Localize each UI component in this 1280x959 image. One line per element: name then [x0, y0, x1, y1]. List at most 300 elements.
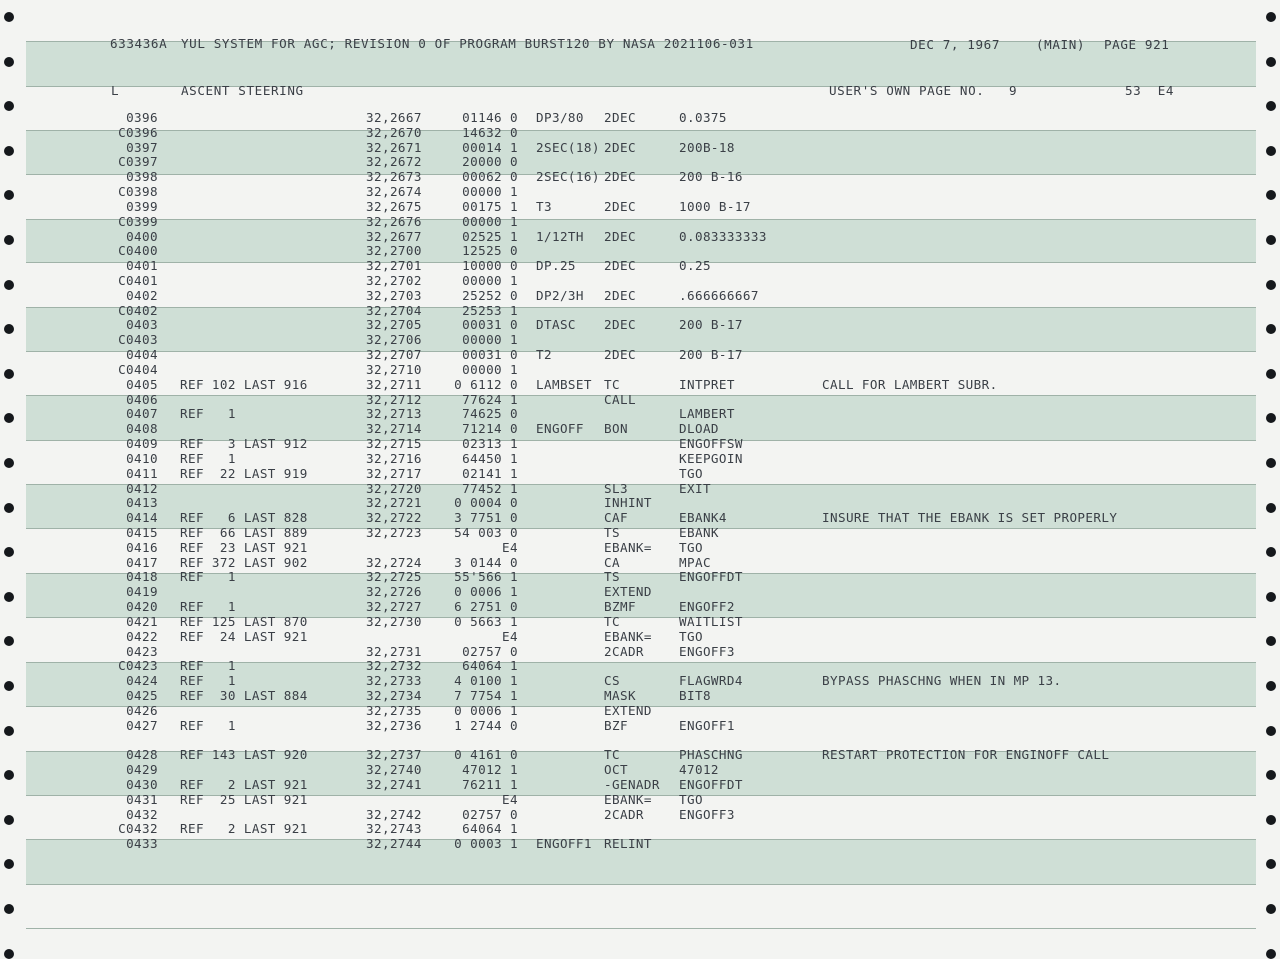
feed-hole: [1266, 12, 1276, 22]
octal-content: 02141 1: [462, 465, 518, 481]
listing-row: [0, 348, 1280, 363]
octal-content: 1 2744 0: [454, 717, 518, 733]
cross-reference: REF 1: [180, 717, 236, 733]
opcode: -GENADR: [604, 776, 660, 792]
line-number: C0404: [118, 361, 158, 377]
memory-address: 32,2727: [366, 599, 422, 615]
memory-address: 32,2672: [366, 154, 422, 170]
operand: KEEPGOIN: [679, 450, 743, 466]
line-number: 0418: [126, 569, 158, 585]
listing-row: [0, 733, 1280, 748]
listing-row: [0, 141, 1280, 156]
symbol-label: 1/12TH: [536, 228, 584, 244]
cross-reference: REF 1: [180, 599, 236, 615]
opcode: CALL: [604, 391, 636, 407]
memory-address: 32,2740: [366, 762, 422, 778]
listing-row: [0, 600, 1280, 615]
cross-reference: REF 1: [180, 658, 236, 674]
octal-content: 00000 1: [462, 332, 518, 348]
line-number: 0424: [126, 673, 158, 689]
line-number: 0405: [126, 376, 158, 392]
line-number: 0428: [126, 747, 158, 763]
line-number: 0414: [126, 510, 158, 526]
octal-content: 00062 0: [462, 169, 518, 185]
opcode: TS: [604, 569, 620, 585]
module-name: (MAIN): [1036, 37, 1086, 52]
cross-reference: REF 372 LAST 902: [180, 554, 308, 570]
listing-row: [0, 526, 1280, 541]
memory-address: 32,2731: [366, 643, 422, 659]
memory-address: 32,2677: [366, 228, 422, 244]
line-number: 0408: [126, 421, 158, 437]
listing-row: [0, 704, 1280, 719]
octal-content: 0 6112 0: [454, 376, 518, 392]
operand: 200 B-16: [679, 169, 743, 185]
opcode: 2CADR: [604, 806, 644, 822]
memory-address: 32,2725: [366, 569, 422, 585]
listing-row: [0, 378, 1280, 393]
line-number: 0419: [126, 584, 158, 600]
cross-reference: REF 102 LAST 916: [180, 376, 308, 392]
listing-row: [0, 822, 1280, 837]
octal-content: 64064 1: [462, 821, 518, 837]
opcode: 2DEC: [604, 317, 636, 333]
opcode: EBANK=: [604, 539, 652, 555]
opcode: TC: [604, 747, 620, 763]
memory-address: 32,2741: [366, 776, 422, 792]
opcode: CA: [604, 554, 620, 570]
opcode: TC: [604, 376, 620, 392]
opcode: 2DEC: [604, 258, 636, 274]
listing-row: [0, 837, 1280, 852]
listing-row: [0, 585, 1280, 600]
symbol-label: T2: [536, 347, 552, 363]
operand: EXIT: [679, 480, 711, 496]
symbol-label: ENGOFF: [536, 421, 584, 437]
memory-address: 32,2706: [366, 332, 422, 348]
operand: MPAC: [679, 554, 711, 570]
octal-content: 71214 0: [462, 421, 518, 437]
memory-address: 32,2713: [366, 406, 422, 422]
octal-content: 76211 1: [462, 776, 518, 792]
octal-content: 02757 0: [462, 643, 518, 659]
octal-content: 02757 0: [462, 806, 518, 822]
opcode: BON: [604, 421, 628, 437]
operand: 200B-18: [679, 139, 735, 155]
operand: EBANK4: [679, 510, 727, 526]
feed-hole: [1266, 101, 1276, 111]
feed-hole: [4, 12, 14, 22]
listing-row: [0, 304, 1280, 319]
octal-content: 00031 0: [462, 317, 518, 333]
memory-address: 32,2730: [366, 613, 422, 629]
opcode: CS: [604, 673, 620, 689]
line-number: 0404: [126, 347, 158, 363]
memory-address: 32,2715: [366, 436, 422, 452]
line-number: C0401: [118, 273, 158, 289]
cross-reference: REF 125 LAST 870: [180, 613, 308, 629]
octal-content: 0 0004 0: [454, 495, 518, 511]
octal-content: 74625 0: [462, 406, 518, 422]
memory-address: 32,2704: [366, 302, 422, 318]
octal-content: 0 0006 1: [454, 584, 518, 600]
operand: DLOAD: [679, 421, 719, 437]
octal-content: E4: [502, 539, 518, 555]
users-page-number: USER'S OWN PAGE NO. 9: [829, 83, 1018, 98]
octal-content: 64064 1: [462, 658, 518, 674]
octal-content: 4 0100 1: [454, 673, 518, 689]
octal-content: 54 003 0: [454, 524, 518, 540]
memory-address: 32,2724: [366, 554, 422, 570]
memory-address: 32,2676: [366, 213, 422, 229]
listing-row: [0, 630, 1280, 645]
octal-content: 10000 0: [462, 258, 518, 274]
listing-row: [0, 126, 1280, 141]
memory-address: 32,2674: [366, 184, 422, 200]
opcode: BZMF: [604, 599, 636, 615]
memory-address: 32,2734: [366, 687, 422, 703]
line-number: 0397: [126, 139, 158, 155]
memory-address: 32,2673: [366, 169, 422, 185]
octal-content: 3 0144 0: [454, 554, 518, 570]
listing-date: DEC 7, 1967: [910, 37, 1001, 52]
listing-row: [0, 511, 1280, 526]
memory-address: 32,2736: [366, 717, 422, 733]
operand: TGO: [679, 791, 703, 807]
line-number: 0402: [126, 287, 158, 303]
symbol-label: DP2/3H: [536, 287, 584, 303]
operand: TGO: [679, 539, 703, 555]
line-number: C0402: [118, 302, 158, 318]
octal-content: 64450 1: [462, 450, 518, 466]
memory-address: 32,2712: [366, 391, 422, 407]
memory-address: 32,2742: [366, 806, 422, 822]
memory-address: 32,2703: [366, 287, 422, 303]
octal-content: 00000 1: [462, 213, 518, 229]
memory-address: 32,2717: [366, 465, 422, 481]
opcode: TC: [604, 613, 620, 629]
operand: TGO: [679, 465, 703, 481]
opcode: RELINT: [604, 836, 652, 852]
opcode: EBANK=: [604, 791, 652, 807]
memory-address: 32,2733: [366, 673, 422, 689]
comment: RESTART PROTECTION FOR ENGINOFF CALL: [822, 747, 1110, 763]
memory-address: 32,2735: [366, 702, 422, 718]
memory-address: 32,2667: [366, 110, 422, 125]
opcode: 2DEC: [604, 228, 636, 244]
line-number: C0396: [118, 124, 158, 140]
comment: CALL FOR LAMBERT SUBR.: [822, 376, 998, 392]
opcode: SL3: [604, 480, 628, 496]
line-number: C0400: [118, 243, 158, 259]
memory-address: 32,2737: [366, 747, 422, 763]
operand: ENGOFFDT: [679, 569, 743, 585]
listing-row: [0, 808, 1280, 823]
feed-hole: [1266, 949, 1276, 959]
line-number: 0412: [126, 480, 158, 496]
line-number: 0416: [126, 539, 158, 555]
memory-address: 32,2723: [366, 524, 422, 540]
listing-row: [0, 170, 1280, 185]
line-number: 0421: [126, 613, 158, 629]
memory-address: 32,2675: [366, 198, 422, 214]
symbol-label: T3: [536, 198, 552, 214]
operand: ENGOFF3: [679, 643, 735, 659]
cross-reference: REF 25 LAST 921: [180, 791, 308, 807]
symbol-label: DTASC: [536, 317, 576, 333]
line-number: 0406: [126, 391, 158, 407]
memory-address: 32,2701: [366, 258, 422, 274]
octal-content: 00000 1: [462, 184, 518, 200]
octal-content: 00175 1: [462, 198, 518, 214]
opcode: TS: [604, 524, 620, 540]
listing-row: [0, 215, 1280, 230]
opcode: INHINT: [604, 495, 652, 511]
operand: EBANK: [679, 524, 719, 540]
operand: 47012: [679, 762, 719, 778]
octal-content: 00000 1: [462, 273, 518, 289]
operand: ENGOFF1: [679, 717, 735, 733]
listing-row: [0, 645, 1280, 660]
octal-content: 7 7754 1: [454, 687, 518, 703]
memory-address: 32,2744: [366, 836, 422, 852]
line-number: 0420: [126, 599, 158, 615]
symbol-label: DP.25: [536, 258, 576, 274]
line-number: 0409: [126, 436, 158, 452]
cross-reference: REF 1: [180, 673, 236, 689]
listing-row: [0, 259, 1280, 274]
operand: PHASCHNG: [679, 747, 743, 763]
feed-hole: [4, 859, 14, 869]
memory-address: 32,2722: [366, 510, 422, 526]
feed-hole: [4, 904, 14, 914]
line-number: 0430: [126, 776, 158, 792]
section-title: ASCENT STEERING: [181, 83, 304, 98]
opcode: BZF: [604, 717, 628, 733]
octal-content: 20000 0: [462, 154, 518, 170]
feed-hole: [4, 101, 14, 111]
line-number: 0396: [126, 110, 158, 125]
octal-content: 77624 1: [462, 391, 518, 407]
line-number: C0399: [118, 213, 158, 229]
octal-content: 0 0006 1: [454, 702, 518, 718]
listing-row: [0, 111, 1280, 126]
feed-hole: [1266, 904, 1276, 914]
operand: FLAGWRD4: [679, 673, 743, 689]
opcode: 2DEC: [604, 139, 636, 155]
cross-reference: REF 24 LAST 921: [180, 628, 308, 644]
operand: ENGOFF2: [679, 599, 735, 615]
symbol-label: ENGOFF1: [536, 836, 592, 852]
cross-reference: REF 2 LAST 921: [180, 821, 308, 837]
opcode: 2DEC: [604, 169, 636, 185]
operand: 0.25: [679, 258, 711, 274]
listing-row: [0, 689, 1280, 704]
listing-row: [0, 719, 1280, 734]
line-number: 0398: [126, 169, 158, 185]
listing-row: [0, 333, 1280, 348]
octal-content: 0 4161 0: [454, 747, 518, 763]
cross-reference: REF 2 LAST 921: [180, 776, 308, 792]
listing-row: [0, 422, 1280, 437]
operand: .666666667: [679, 287, 759, 303]
symbol-label: LAMBSET: [536, 376, 592, 392]
octal-content: 55'566 1: [454, 569, 518, 585]
operand: TGO: [679, 628, 703, 644]
listing-row: [0, 556, 1280, 571]
line-number: 0427: [126, 717, 158, 733]
comment: BYPASS PHASCHNG WHEN IN MP 13.: [822, 673, 1062, 689]
octal-content: E4: [502, 628, 518, 644]
listing-row: [0, 230, 1280, 245]
feed-hole: [4, 949, 14, 959]
cross-reference: REF 6 LAST 828: [180, 510, 308, 526]
line-number: 0401: [126, 258, 158, 274]
listing-row: [0, 244, 1280, 259]
listing-row: [0, 437, 1280, 452]
memory-address: 32,2726: [366, 584, 422, 600]
opcode: 2DEC: [604, 198, 636, 214]
listing-type: L: [111, 83, 120, 98]
cross-reference: REF 22 LAST 919: [180, 465, 308, 481]
operand: 0.083333333: [679, 228, 767, 244]
listing-row: [0, 274, 1280, 289]
operand: ENGOFFSW: [679, 436, 743, 452]
listing-row: [0, 407, 1280, 422]
octal-content: 02313 1: [462, 436, 518, 452]
memory-address: 32,2700: [366, 243, 422, 259]
line-number: 0417: [126, 554, 158, 570]
symbol-label: 2SEC(18): [536, 139, 600, 155]
line-number: 0400: [126, 228, 158, 244]
cross-reference: REF 3 LAST 912: [180, 436, 308, 452]
line-number: 0433: [126, 836, 158, 852]
memory-address: 32,2743: [366, 821, 422, 837]
feed-hole: [4, 57, 14, 67]
operand: 0.0375: [679, 110, 727, 125]
line-number: C0397: [118, 154, 158, 170]
cross-reference: REF 30 LAST 884: [180, 687, 308, 703]
opcode: 2DEC: [604, 287, 636, 303]
band-rule: [26, 884, 1256, 885]
symbol-label: DP3/80: [536, 110, 584, 125]
memory-address: 32,2707: [366, 347, 422, 363]
opcode: EBANK=: [604, 628, 652, 644]
operand: 1000 B-17: [679, 198, 751, 214]
octal-content: 0 0003 1: [454, 836, 518, 852]
listing-row: [0, 393, 1280, 408]
listing-row: [0, 659, 1280, 674]
operand: WAITLIST: [679, 613, 743, 629]
line-number: 0415: [126, 524, 158, 540]
listing-row: [0, 185, 1280, 200]
operand: ENGOFF3: [679, 806, 735, 822]
memory-address: 32,2720: [366, 480, 422, 496]
symbol-label: 2SEC(16): [536, 169, 600, 185]
octal-content: 12525 0: [462, 243, 518, 259]
listing-row: [0, 482, 1280, 497]
listing-row: [0, 570, 1280, 585]
opcode: 2CADR: [604, 643, 644, 659]
octal-content: 25253 1: [462, 302, 518, 318]
operand: BIT8: [679, 687, 711, 703]
line-number: 0410: [126, 450, 158, 466]
cross-reference: REF 66 LAST 889: [180, 524, 308, 540]
listing-row: [0, 452, 1280, 467]
line-number: C0432: [118, 821, 158, 837]
cross-reference: REF 143 LAST 920: [180, 747, 308, 763]
memory-address: 32,2716: [366, 450, 422, 466]
line-number: 0429: [126, 762, 158, 778]
line-number: C0403: [118, 332, 158, 348]
octal-content: 6 2751 0: [454, 599, 518, 615]
operand: LAMBERT: [679, 406, 735, 422]
line-number: 0422: [126, 628, 158, 644]
octal-content: 47012 1: [462, 762, 518, 778]
line-number: 0411: [126, 465, 158, 481]
memory-address: 32,2702: [366, 273, 422, 289]
listing-row: [0, 363, 1280, 378]
opcode: CAF: [604, 510, 628, 526]
line-number: 0425: [126, 687, 158, 703]
cross-reference: REF 1: [180, 450, 236, 466]
memory-address: 32,2732: [366, 658, 422, 674]
listing-row: [0, 748, 1280, 763]
octal-content: 0 5663 1: [454, 613, 518, 629]
feed-hole: [1266, 57, 1276, 67]
octal-content: 25252 0: [462, 287, 518, 303]
cross-reference: REF 23 LAST 921: [180, 539, 308, 555]
memory-address: 32,2705: [366, 317, 422, 333]
band-rule: [26, 928, 1256, 929]
octal-content: E4: [502, 791, 518, 807]
memory-address: 32,2710: [366, 361, 422, 377]
memory-address: 32,2711: [366, 376, 422, 392]
listing-row: [0, 778, 1280, 793]
comment: INSURE THAT THE EBANK IS SET PROPERLY: [822, 510, 1118, 526]
octal-content: 77452 1: [462, 480, 518, 496]
listing-id: 633436A: [110, 36, 168, 51]
bank-code: 53 E4: [1125, 83, 1175, 98]
octal-content: 00031 0: [462, 347, 518, 363]
line-number: 0432: [126, 806, 158, 822]
opcode: EXTEND: [604, 584, 652, 600]
line-number: C0398: [118, 184, 158, 200]
listing-row: [0, 615, 1280, 630]
line-number: C0423: [118, 658, 158, 674]
cross-reference: REF 1: [180, 569, 236, 585]
listing-row: [0, 496, 1280, 511]
page-number: PAGE 921: [1104, 37, 1170, 52]
opcode: 2DEC: [604, 347, 636, 363]
opcode: OCT: [604, 762, 628, 778]
octal-content: 00014 1: [462, 139, 518, 155]
octal-content: 02525 1: [462, 228, 518, 244]
cross-reference: REF 1: [180, 406, 236, 422]
line-number: 0413: [126, 495, 158, 511]
listing-row: [0, 200, 1280, 215]
opcode: MASK: [604, 687, 636, 703]
feed-hole: [1266, 859, 1276, 869]
listing-row: [0, 793, 1280, 808]
line-number: 0431: [126, 791, 158, 807]
memory-address: 32,2671: [366, 139, 422, 155]
memory-address: 32,2721: [366, 495, 422, 511]
line-number: 0423: [126, 643, 158, 659]
octal-content: 14632 0: [462, 124, 518, 140]
memory-address: 32,2714: [366, 421, 422, 437]
opcode: EXTEND: [604, 702, 652, 718]
